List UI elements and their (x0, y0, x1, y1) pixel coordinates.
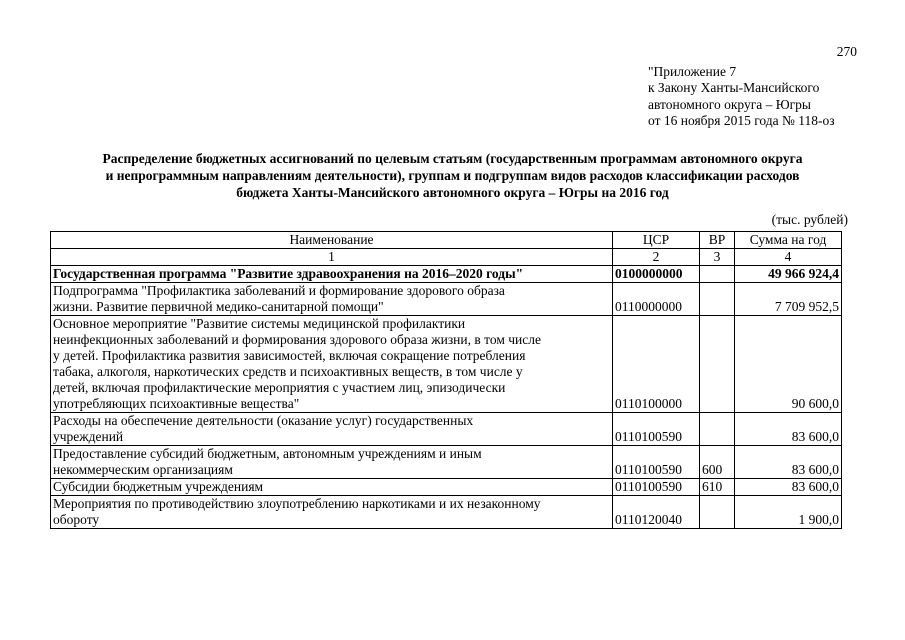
row-csr: 0110000000 (613, 283, 700, 316)
row-name (51, 446, 613, 479)
table-row (51, 446, 842, 479)
table-body (51, 232, 842, 529)
row-name-line: жизни. Развитие первичной медико-санитарной помощи" (53, 299, 384, 314)
row-name-line: Расходы на обеспечение деятельности (оказание услуг) государственных (53, 413, 474, 428)
row-csr: 0110120040 (613, 496, 700, 529)
appendix-line: "Приложение 7 (648, 64, 737, 79)
row-name-line: некоммерческим организациям (53, 462, 233, 477)
row-name-line: у детей. Профилактика развития зависимостей, включая сокращение потребления (53, 348, 526, 363)
row-vr: 600 (700, 446, 735, 479)
row-name-line: Субсидии бюджетным учреждениям (53, 479, 264, 494)
row-name (51, 283, 613, 316)
header-sum: Сумма на год (735, 232, 842, 249)
row-name-line: детей, включая профилактические мероприятия с участием лиц, эпизодически (53, 380, 506, 395)
unit-note: (тыс. рублей) (771, 212, 848, 227)
row-sum: 1 900,0 (735, 496, 842, 529)
row-csr: 0110100590 (613, 479, 700, 496)
row-csr: 0110100590 (613, 446, 700, 479)
appendix-line: от 16 ноября 2015 года № 118-оз (648, 113, 835, 129)
table-row (51, 413, 842, 446)
table-row (51, 283, 842, 316)
appendix-line: автономного округа – Югры (648, 96, 811, 112)
row-name (51, 479, 613, 496)
row-name-line: Подпрограмма "Профилактика заболеваний и формирование здорового образа (53, 283, 505, 298)
row-name-line: Государственная программа "Развитие здравоохранения на 2016–2020 годы" (53, 266, 524, 281)
row-sum: 7 709 952,5 (735, 283, 842, 316)
column-number-row (51, 249, 842, 266)
title-line: и непрограммным направлениям деятельности), группам и подгруппам видов расходов классификации расходов (105, 168, 800, 183)
column-number: 4 (735, 249, 842, 266)
row-name-line: обороту (53, 512, 100, 527)
title-line: бюджета Ханты-Мансийского автономного округа – Югры на 2016 год (236, 185, 669, 200)
row-csr: 0110100590 (613, 413, 700, 446)
column-number: 1 (51, 249, 613, 266)
page-number: 270 (836, 44, 857, 59)
row-name-line: учреждений (53, 429, 124, 444)
header-csr: ЦСР (613, 232, 700, 249)
row-vr (700, 316, 735, 413)
row-sum: 83 600,0 (735, 479, 842, 496)
table-row (51, 266, 842, 283)
row-name (51, 316, 613, 413)
appendix-header (648, 64, 835, 130)
header-name: Наименование (51, 232, 613, 249)
header-row (51, 232, 842, 249)
row-name-line: Основное мероприятие "Развитие системы медицинской профилактики (53, 316, 466, 331)
row-name-line: неинфекционных заболеваний и формирования здорового образа жизни, в том числе (53, 332, 541, 347)
table-row (51, 479, 842, 496)
row-sum: 83 600,0 (735, 413, 842, 446)
row-name-line: Мероприятия по противодействию злоупотреблению наркотиками и их незаконному (53, 496, 541, 511)
appendix-line: к Закону Ханты-Мансийского (648, 80, 820, 96)
row-name-line: Предоставление субсидий бюджетным, автономным учреждениям и иным (53, 446, 482, 461)
title-line: Распределение бюджетных ассигнований по целевым статьям (государственным программам автономного округа (102, 151, 803, 166)
budget-table (50, 231, 842, 529)
header-vr: ВР (700, 232, 735, 249)
row-vr (700, 496, 735, 529)
row-sum: 83 600,0 (735, 446, 842, 479)
row-csr: 0100000000 (613, 266, 700, 283)
row-vr (700, 266, 735, 283)
row-name (51, 413, 613, 446)
column-number: 3 (700, 249, 735, 266)
row-vr (700, 283, 735, 316)
document-title (40, 150, 865, 201)
row-sum: 90 600,0 (735, 316, 842, 413)
column-number: 2 (613, 249, 700, 266)
row-csr: 0110100000 (613, 316, 700, 413)
row-sum: 49 966 924,4 (735, 266, 842, 283)
table-row (51, 316, 842, 413)
row-name (51, 266, 613, 283)
table-row (51, 496, 842, 529)
row-name-line: употребляющих психоактивные вещества" (53, 396, 300, 411)
row-name-line: табака, алкоголя, наркотических средств и психоактивных веществ, в том числе у (53, 364, 523, 379)
row-vr: 610 (700, 479, 735, 496)
row-vr (700, 413, 735, 446)
row-name (51, 496, 613, 529)
